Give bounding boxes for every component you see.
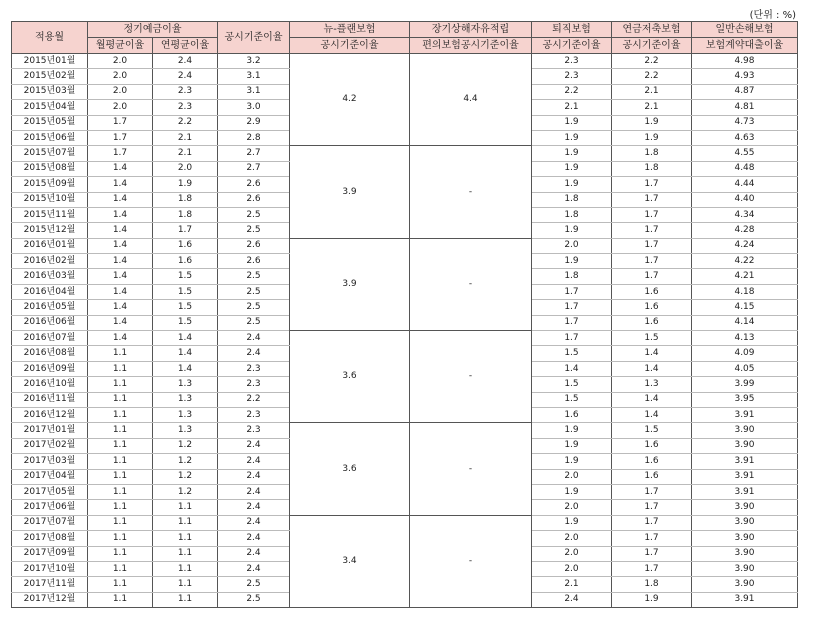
cell-deposit-yearly: 1.5 xyxy=(153,315,218,330)
header-date: 적용월 xyxy=(12,22,88,54)
cell-date: 2016년01월 xyxy=(12,238,88,253)
cell-deposit-yearly: 2.3 xyxy=(153,84,218,99)
cell-deposit-yearly: 1.6 xyxy=(153,238,218,253)
cell-public-rate: 2.4 xyxy=(218,531,290,546)
cell-retire-rate: 1.7 xyxy=(532,331,612,346)
cell-newplan-rate: 3.6 xyxy=(290,331,410,423)
cell-public-rate: 3.2 xyxy=(218,54,290,69)
cell-date: 2016년04월 xyxy=(12,284,88,299)
cell-date: 2017년07월 xyxy=(12,515,88,530)
cell-deposit-monthly: 1.4 xyxy=(88,269,153,284)
cell-date: 2017년09월 xyxy=(12,546,88,561)
cell-public-rate: 2.3 xyxy=(218,377,290,392)
cell-public-rate: 2.5 xyxy=(218,592,290,607)
cell-public-rate: 2.4 xyxy=(218,515,290,530)
cell-pension-rate: 1.9 xyxy=(612,115,692,130)
cell-deposit-monthly: 1.1 xyxy=(88,377,153,392)
cell-retire-rate: 1.9 xyxy=(532,438,612,453)
cell-deposit-monthly: 1.1 xyxy=(88,469,153,484)
cell-retire-rate: 1.8 xyxy=(532,192,612,207)
cell-deposit-monthly: 1.1 xyxy=(88,561,153,576)
cell-loan-rate: 4.34 xyxy=(692,207,798,222)
cell-deposit-monthly: 1.1 xyxy=(88,484,153,499)
cell-public-rate: 2.3 xyxy=(218,423,290,438)
cell-deposit-monthly: 1.4 xyxy=(88,177,153,192)
cell-deposit-monthly: 1.1 xyxy=(88,392,153,407)
cell-retire-rate: 1.7 xyxy=(532,300,612,315)
cell-public-rate: 2.4 xyxy=(218,331,290,346)
cell-retire-rate: 1.5 xyxy=(532,346,612,361)
cell-deposit-yearly: 2.3 xyxy=(153,100,218,115)
cell-retire-rate: 2.3 xyxy=(532,54,612,69)
cell-retire-rate: 1.9 xyxy=(532,130,612,145)
cell-pension-rate: 1.9 xyxy=(612,130,692,145)
cell-pension-rate: 1.9 xyxy=(612,592,692,607)
cell-retire-rate: 2.1 xyxy=(532,100,612,115)
table-row xyxy=(12,515,798,530)
cell-deposit-yearly: 1.3 xyxy=(153,423,218,438)
cell-deposit-monthly: 1.1 xyxy=(88,438,153,453)
cell-deposit-yearly: 2.4 xyxy=(153,69,218,84)
cell-public-rate: 2.3 xyxy=(218,407,290,422)
cell-public-rate: 2.5 xyxy=(218,269,290,284)
header-retire-l1: 퇴직보험 xyxy=(532,22,612,38)
cell-date: 2015년02월 xyxy=(12,69,88,84)
cell-retire-rate: 2.0 xyxy=(532,531,612,546)
cell-pension-rate: 1.5 xyxy=(612,423,692,438)
cell-loan-rate: 4.87 xyxy=(692,84,798,99)
cell-loan-rate: 3.90 xyxy=(692,438,798,453)
cell-newplan-rate: 3.9 xyxy=(290,238,410,330)
cell-longterm-rate: - xyxy=(410,146,532,238)
cell-pension-rate: 1.4 xyxy=(612,407,692,422)
cell-retire-rate: 1.9 xyxy=(532,454,612,469)
cell-deposit-yearly: 1.5 xyxy=(153,269,218,284)
cell-public-rate: 2.4 xyxy=(218,469,290,484)
cell-date: 2015년12월 xyxy=(12,223,88,238)
cell-public-rate: 2.4 xyxy=(218,454,290,469)
cell-longterm-rate: 4.4 xyxy=(410,54,532,146)
cell-deposit-yearly: 1.5 xyxy=(153,300,218,315)
cell-retire-rate: 2.0 xyxy=(532,469,612,484)
cell-retire-rate: 1.8 xyxy=(532,269,612,284)
cell-newplan-rate: 3.9 xyxy=(290,146,410,238)
cell-loan-rate: 4.05 xyxy=(692,361,798,376)
cell-retire-rate: 1.9 xyxy=(532,423,612,438)
cell-deposit-yearly: 2.0 xyxy=(153,161,218,176)
cell-public-rate: 2.6 xyxy=(218,254,290,269)
cell-pension-rate: 1.3 xyxy=(612,377,692,392)
cell-date: 2015년01월 xyxy=(12,54,88,69)
cell-public-rate: 2.6 xyxy=(218,177,290,192)
table-row xyxy=(12,146,798,161)
cell-deposit-monthly: 2.0 xyxy=(88,84,153,99)
cell-pension-rate: 1.6 xyxy=(612,454,692,469)
cell-pension-rate: 2.1 xyxy=(612,100,692,115)
cell-date: 2016년08월 xyxy=(12,346,88,361)
cell-deposit-monthly: 1.7 xyxy=(88,115,153,130)
cell-deposit-yearly: 1.1 xyxy=(153,592,218,607)
cell-loan-rate: 3.90 xyxy=(692,577,798,592)
header-longterm-l1: 장기상해자유적립 xyxy=(410,22,532,38)
cell-newplan-rate: 3.6 xyxy=(290,423,410,515)
cell-public-rate: 2.4 xyxy=(218,500,290,515)
cell-public-rate: 2.4 xyxy=(218,561,290,576)
cell-deposit-yearly: 1.1 xyxy=(153,531,218,546)
cell-deposit-yearly: 1.3 xyxy=(153,377,218,392)
cell-pension-rate: 1.8 xyxy=(612,577,692,592)
cell-deposit-yearly: 1.1 xyxy=(153,515,218,530)
cell-pension-rate: 1.6 xyxy=(612,284,692,299)
header-pension-l2: 공시기준이율 xyxy=(612,38,692,54)
cell-loan-rate: 3.91 xyxy=(692,484,798,499)
table-row xyxy=(12,423,798,438)
cell-loan-rate: 4.73 xyxy=(692,115,798,130)
cell-newplan-rate: 4.2 xyxy=(290,54,410,146)
cell-deposit-yearly: 1.3 xyxy=(153,392,218,407)
cell-loan-rate: 3.90 xyxy=(692,546,798,561)
cell-pension-rate: 1.7 xyxy=(612,500,692,515)
cell-retire-rate: 2.2 xyxy=(532,84,612,99)
cell-date: 2017년11월 xyxy=(12,577,88,592)
cell-deposit-monthly: 1.4 xyxy=(88,207,153,222)
cell-deposit-yearly: 1.4 xyxy=(153,331,218,346)
cell-date: 2015년07월 xyxy=(12,146,88,161)
cell-pension-rate: 1.4 xyxy=(612,346,692,361)
cell-date: 2017년10월 xyxy=(12,561,88,576)
header-loan-l1: 일반손해보험 xyxy=(692,22,798,38)
cell-public-rate: 2.6 xyxy=(218,238,290,253)
cell-newplan-rate: 3.4 xyxy=(290,515,410,607)
cell-deposit-monthly: 1.4 xyxy=(88,315,153,330)
cell-deposit-monthly: 1.4 xyxy=(88,192,153,207)
cell-public-rate: 2.5 xyxy=(218,223,290,238)
cell-public-rate: 3.1 xyxy=(218,84,290,99)
cell-public-rate: 2.2 xyxy=(218,392,290,407)
cell-pension-rate: 1.4 xyxy=(612,361,692,376)
cell-retire-rate: 1.9 xyxy=(532,161,612,176)
cell-deposit-yearly: 1.1 xyxy=(153,561,218,576)
cell-deposit-yearly: 1.3 xyxy=(153,407,218,422)
header-deposit-yearly: 연평균이율 xyxy=(153,38,218,54)
cell-deposit-yearly: 2.1 xyxy=(153,146,218,161)
cell-date: 2017년04월 xyxy=(12,469,88,484)
cell-date: 2015년11월 xyxy=(12,207,88,222)
cell-public-rate: 2.5 xyxy=(218,300,290,315)
cell-retire-rate: 2.0 xyxy=(532,546,612,561)
cell-deposit-yearly: 1.8 xyxy=(153,192,218,207)
cell-public-rate: 2.9 xyxy=(218,115,290,130)
cell-public-rate: 2.4 xyxy=(218,546,290,561)
cell-pension-rate: 1.8 xyxy=(612,161,692,176)
cell-loan-rate: 3.91 xyxy=(692,454,798,469)
cell-longterm-rate: - xyxy=(410,423,532,515)
cell-pension-rate: 1.7 xyxy=(612,254,692,269)
cell-pension-rate: 2.2 xyxy=(612,54,692,69)
cell-retire-rate: 1.7 xyxy=(532,315,612,330)
cell-public-rate: 2.5 xyxy=(218,284,290,299)
cell-deposit-monthly: 1.1 xyxy=(88,515,153,530)
cell-pension-rate: 1.7 xyxy=(612,223,692,238)
cell-deposit-monthly: 1.1 xyxy=(88,423,153,438)
cell-retire-rate: 2.3 xyxy=(532,69,612,84)
table-row xyxy=(12,54,798,69)
cell-date: 2017년03월 xyxy=(12,454,88,469)
cell-deposit-monthly: 2.0 xyxy=(88,54,153,69)
cell-deposit-yearly: 1.2 xyxy=(153,454,218,469)
cell-retire-rate: 1.8 xyxy=(532,207,612,222)
cell-date: 2017년12월 xyxy=(12,592,88,607)
cell-longterm-rate: - xyxy=(410,331,532,423)
cell-public-rate: 2.8 xyxy=(218,130,290,145)
cell-date: 2016년03월 xyxy=(12,269,88,284)
cell-deposit-monthly: 1.4 xyxy=(88,161,153,176)
cell-pension-rate: 1.7 xyxy=(612,192,692,207)
cell-deposit-monthly: 1.1 xyxy=(88,577,153,592)
cell-pension-rate: 1.7 xyxy=(612,238,692,253)
cell-date: 2016년02월 xyxy=(12,254,88,269)
cell-loan-rate: 4.18 xyxy=(692,284,798,299)
cell-loan-rate: 3.90 xyxy=(692,531,798,546)
cell-deposit-yearly: 1.4 xyxy=(153,361,218,376)
cell-pension-rate: 1.7 xyxy=(612,515,692,530)
cell-deposit-monthly: 1.4 xyxy=(88,254,153,269)
cell-pension-rate: 1.6 xyxy=(612,300,692,315)
cell-deposit-monthly: 1.1 xyxy=(88,407,153,422)
cell-date: 2017년06월 xyxy=(12,500,88,515)
header-longterm-l2: 편의보험공시기준이율 xyxy=(410,38,532,54)
cell-date: 2015년10월 xyxy=(12,192,88,207)
cell-deposit-monthly: 1.4 xyxy=(88,300,153,315)
cell-date: 2016년09월 xyxy=(12,361,88,376)
header-newplan-l2: 공시기준이율 xyxy=(290,38,410,54)
interest-rate-table xyxy=(11,21,798,608)
cell-public-rate: 3.1 xyxy=(218,69,290,84)
cell-date: 2017년01월 xyxy=(12,423,88,438)
cell-public-rate: 2.7 xyxy=(218,146,290,161)
table-row xyxy=(12,238,798,253)
cell-retire-rate: 1.9 xyxy=(532,223,612,238)
cell-pension-rate: 1.4 xyxy=(612,392,692,407)
cell-deposit-yearly: 1.1 xyxy=(153,577,218,592)
cell-loan-rate: 4.24 xyxy=(692,238,798,253)
cell-retire-rate: 1.6 xyxy=(532,407,612,422)
cell-deposit-yearly: 1.2 xyxy=(153,469,218,484)
cell-public-rate: 2.7 xyxy=(218,161,290,176)
cell-public-rate: 2.4 xyxy=(218,438,290,453)
header-deposit-group: 정기예금이율 xyxy=(88,22,218,38)
cell-loan-rate: 4.55 xyxy=(692,146,798,161)
cell-loan-rate: 3.90 xyxy=(692,561,798,576)
cell-loan-rate: 4.13 xyxy=(692,331,798,346)
cell-deposit-monthly: 1.7 xyxy=(88,130,153,145)
cell-retire-rate: 1.9 xyxy=(532,115,612,130)
cell-date: 2016년07월 xyxy=(12,331,88,346)
cell-deposit-yearly: 1.5 xyxy=(153,284,218,299)
cell-deposit-monthly: 1.1 xyxy=(88,531,153,546)
cell-pension-rate: 1.7 xyxy=(612,207,692,222)
cell-retire-rate: 1.4 xyxy=(532,361,612,376)
cell-deposit-monthly: 1.4 xyxy=(88,331,153,346)
cell-public-rate: 2.6 xyxy=(218,192,290,207)
cell-retire-rate: 1.9 xyxy=(532,515,612,530)
cell-deposit-monthly: 1.1 xyxy=(88,346,153,361)
cell-retire-rate: 1.9 xyxy=(532,146,612,161)
cell-date: 2015년09월 xyxy=(12,177,88,192)
cell-retire-rate: 2.0 xyxy=(532,500,612,515)
cell-retire-rate: 2.0 xyxy=(532,561,612,576)
cell-pension-rate: 1.7 xyxy=(612,177,692,192)
cell-deposit-monthly: 1.1 xyxy=(88,361,153,376)
cell-pension-rate: 1.7 xyxy=(612,561,692,576)
cell-deposit-yearly: 1.9 xyxy=(153,177,218,192)
cell-retire-rate: 1.9 xyxy=(532,177,612,192)
cell-deposit-yearly: 1.8 xyxy=(153,207,218,222)
cell-retire-rate: 1.5 xyxy=(532,392,612,407)
cell-loan-rate: 3.90 xyxy=(692,423,798,438)
cell-loan-rate: 4.40 xyxy=(692,192,798,207)
header-retire-l2: 공시기준이율 xyxy=(532,38,612,54)
cell-pension-rate: 1.6 xyxy=(612,315,692,330)
cell-loan-rate: 4.44 xyxy=(692,177,798,192)
cell-loan-rate: 3.91 xyxy=(692,469,798,484)
cell-pension-rate: 1.7 xyxy=(612,531,692,546)
cell-deposit-monthly: 2.0 xyxy=(88,100,153,115)
cell-loan-rate: 3.91 xyxy=(692,407,798,422)
cell-retire-rate: 1.7 xyxy=(532,284,612,299)
cell-deposit-yearly: 2.2 xyxy=(153,115,218,130)
cell-public-rate: 3.0 xyxy=(218,100,290,115)
cell-loan-rate: 4.14 xyxy=(692,315,798,330)
cell-retire-rate: 2.4 xyxy=(532,592,612,607)
header-newplan-l1: 뉴-플랜보험 xyxy=(290,22,410,38)
cell-pension-rate: 1.6 xyxy=(612,438,692,453)
cell-deposit-monthly: 1.1 xyxy=(88,546,153,561)
cell-retire-rate: 1.5 xyxy=(532,377,612,392)
cell-loan-rate: 4.21 xyxy=(692,269,798,284)
cell-retire-rate: 2.1 xyxy=(532,577,612,592)
header-deposit-monthly: 월평균이율 xyxy=(88,38,153,54)
cell-deposit-yearly: 1.2 xyxy=(153,484,218,499)
cell-date: 2016년06월 xyxy=(12,315,88,330)
cell-retire-rate: 2.0 xyxy=(532,238,612,253)
cell-deposit-yearly: 1.4 xyxy=(153,346,218,361)
cell-pension-rate: 1.8 xyxy=(612,146,692,161)
cell-date: 2016년11월 xyxy=(12,392,88,407)
cell-deposit-yearly: 1.1 xyxy=(153,546,218,561)
cell-pension-rate: 1.5 xyxy=(612,331,692,346)
cell-loan-rate: 3.90 xyxy=(692,515,798,530)
cell-loan-rate: 3.99 xyxy=(692,377,798,392)
cell-pension-rate: 1.6 xyxy=(612,469,692,484)
cell-public-rate: 2.5 xyxy=(218,315,290,330)
cell-pension-rate: 1.7 xyxy=(612,484,692,499)
cell-loan-rate: 4.28 xyxy=(692,223,798,238)
cell-date: 2017년08월 xyxy=(12,531,88,546)
cell-date: 2017년05월 xyxy=(12,484,88,499)
cell-pension-rate: 2.2 xyxy=(612,69,692,84)
cell-date: 2015년06월 xyxy=(12,130,88,145)
cell-date: 2015년04월 xyxy=(12,100,88,115)
header-pension-l1: 연금저축보험 xyxy=(612,22,692,38)
cell-date: 2015년05월 xyxy=(12,115,88,130)
cell-date: 2015년08월 xyxy=(12,161,88,176)
cell-public-rate: 2.5 xyxy=(218,577,290,592)
cell-loan-rate: 3.91 xyxy=(692,592,798,607)
cell-loan-rate: 4.09 xyxy=(692,346,798,361)
cell-deposit-yearly: 1.7 xyxy=(153,223,218,238)
cell-date: 2015년03월 xyxy=(12,84,88,99)
cell-date: 2017년02월 xyxy=(12,438,88,453)
header-loan-l2: 보험계약대출이율 xyxy=(692,38,798,54)
cell-pension-rate: 1.7 xyxy=(612,546,692,561)
cell-longterm-rate: - xyxy=(410,515,532,607)
cell-deposit-monthly: 1.7 xyxy=(88,146,153,161)
cell-public-rate: 2.4 xyxy=(218,484,290,499)
cell-public-rate: 2.4 xyxy=(218,346,290,361)
cell-public-rate: 2.3 xyxy=(218,361,290,376)
cell-deposit-monthly: 1.4 xyxy=(88,284,153,299)
cell-deposit-yearly: 2.4 xyxy=(153,54,218,69)
cell-loan-rate: 4.15 xyxy=(692,300,798,315)
table-row xyxy=(12,331,798,346)
cell-deposit-yearly: 2.1 xyxy=(153,130,218,145)
cell-deposit-monthly: 1.1 xyxy=(88,500,153,515)
cell-retire-rate: 1.9 xyxy=(532,484,612,499)
cell-loan-rate: 4.93 xyxy=(692,69,798,84)
cell-deposit-monthly: 1.4 xyxy=(88,238,153,253)
cell-deposit-yearly: 1.2 xyxy=(153,438,218,453)
cell-public-rate: 2.5 xyxy=(218,207,290,222)
cell-deposit-monthly: 1.1 xyxy=(88,454,153,469)
cell-loan-rate: 4.22 xyxy=(692,254,798,269)
cell-deposit-monthly: 1.4 xyxy=(88,223,153,238)
cell-loan-rate: 4.63 xyxy=(692,130,798,145)
cell-loan-rate: 4.81 xyxy=(692,100,798,115)
unit-label: (단위 : %) xyxy=(749,10,796,21)
header-public-rate: 공시기준이율 xyxy=(218,22,290,54)
cell-deposit-monthly: 1.1 xyxy=(88,592,153,607)
cell-date: 2016년10월 xyxy=(12,377,88,392)
cell-deposit-yearly: 1.1 xyxy=(153,500,218,515)
cell-date: 2016년12월 xyxy=(12,407,88,422)
cell-pension-rate: 1.7 xyxy=(612,269,692,284)
cell-loan-rate: 3.90 xyxy=(692,500,798,515)
cell-longterm-rate: - xyxy=(410,238,532,330)
cell-deposit-monthly: 2.0 xyxy=(88,69,153,84)
cell-loan-rate: 3.95 xyxy=(692,392,798,407)
cell-loan-rate: 4.98 xyxy=(692,54,798,69)
table-body xyxy=(12,54,798,608)
cell-pension-rate: 2.1 xyxy=(612,84,692,99)
cell-deposit-yearly: 1.6 xyxy=(153,254,218,269)
cell-retire-rate: 1.9 xyxy=(532,254,612,269)
cell-date: 2016년05월 xyxy=(12,300,88,315)
cell-loan-rate: 4.48 xyxy=(692,161,798,176)
